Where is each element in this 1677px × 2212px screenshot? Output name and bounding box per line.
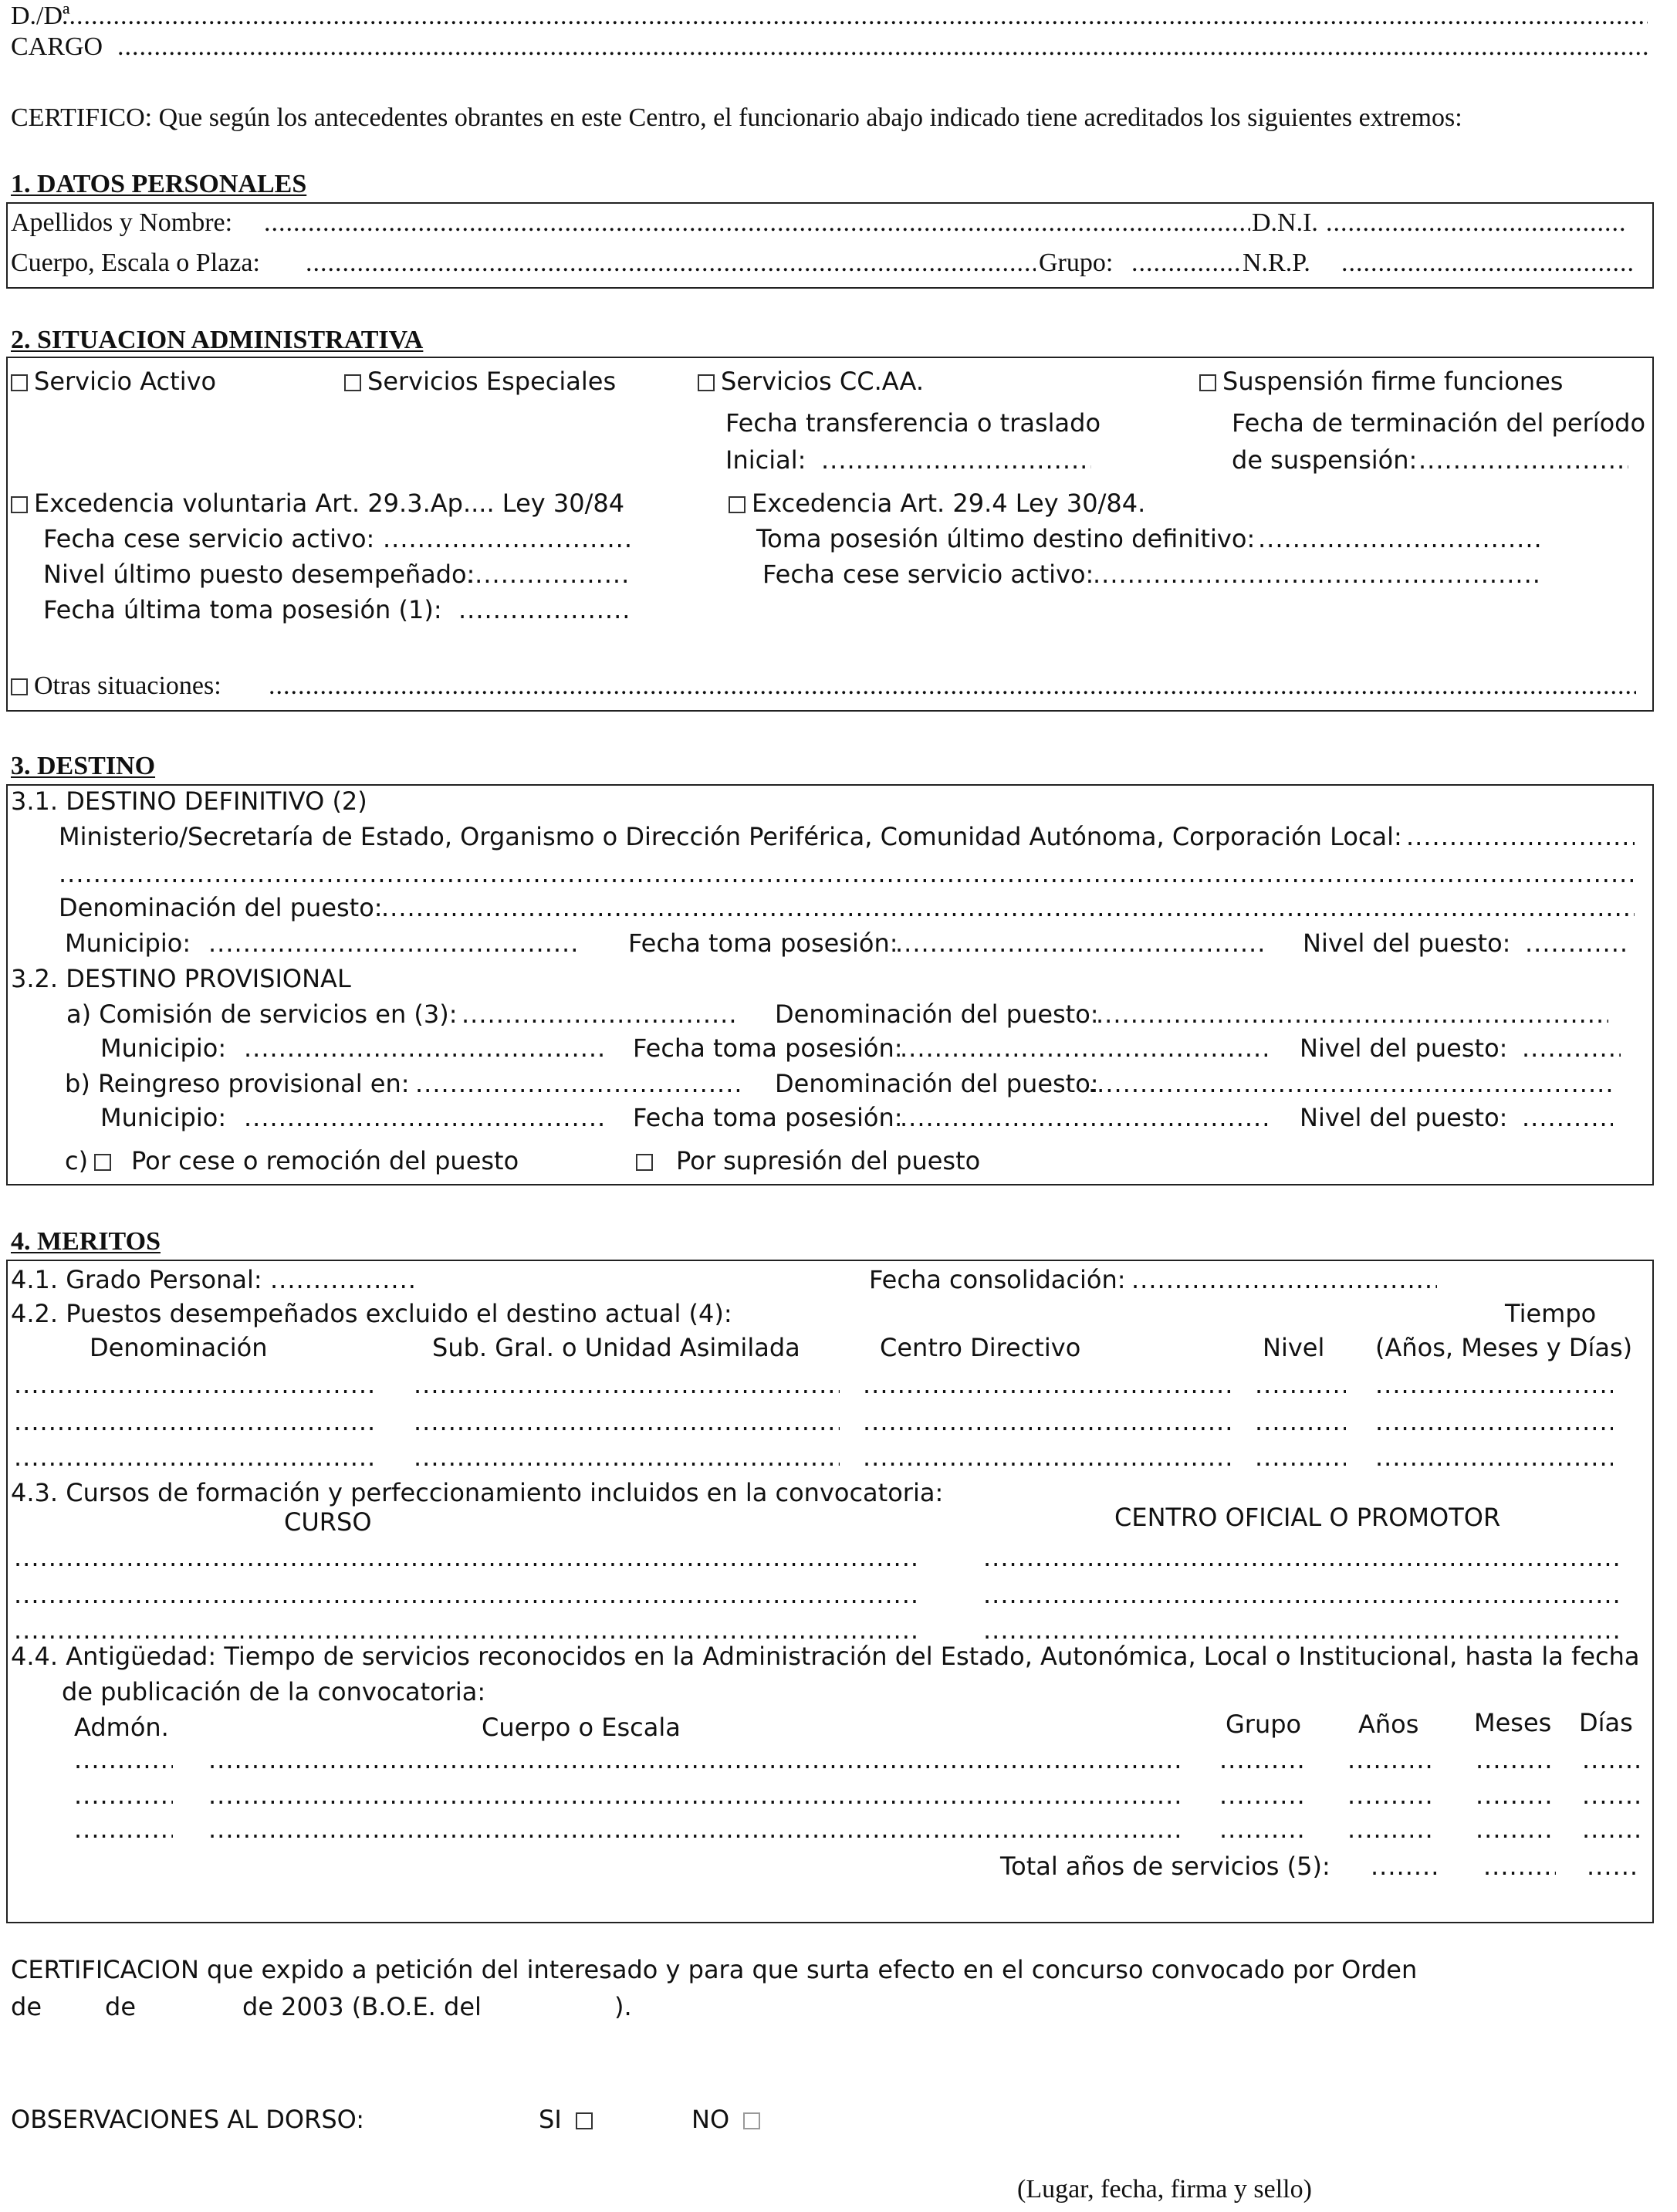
col-grupo: Grupo: [1226, 1710, 1302, 1739]
tiempo-header: Tiempo: [1505, 1299, 1597, 1328]
grado-label: 4.1. Grado Personal:: [11, 1265, 262, 1294]
puestos-row-2-tiempo[interactable]: [1375, 1409, 1613, 1434]
servicio-activo-option[interactable]: Servicio Activo: [11, 369, 216, 394]
ministerio-field-line-2[interactable]: [59, 861, 1635, 886]
municipio-label: Municipio:: [65, 928, 191, 958]
destino-provisional-heading: 3.2. DESTINO PROVISIONAL: [11, 964, 351, 993]
servicios-especiales-option[interactable]: Servicios Especiales: [344, 369, 616, 394]
otras-situaciones-checkbox[interactable]: [11, 678, 28, 695]
nivel-label: Nivel del puesto:: [1303, 928, 1511, 958]
dd-label: D./Dª: [11, 2, 70, 30]
fecha-cese-1-field[interactable]: [383, 526, 631, 551]
ministerio-field[interactable]: [1406, 824, 1635, 849]
col-cuerpo-escala: Cuerpo o Escala: [482, 1713, 681, 1742]
servicio-activo-checkbox[interactable]: [11, 374, 28, 391]
fecha-toma-field[interactable]: [895, 931, 1264, 955]
de-label-2: de: [105, 1992, 136, 2021]
destino-definitivo-heading: 3.1. DESTINO DEFINITIVO (2): [11, 786, 367, 816]
por-cese-option[interactable]: Por cese o remoción del puesto: [94, 1148, 519, 1173]
antiguedad-row-3-dias[interactable]: [1582, 1817, 1639, 1842]
reingreso-municipio-label: Municipio:: [100, 1103, 227, 1132]
reingreso-nivel-field[interactable]: [1522, 1105, 1613, 1130]
comision-fecha-toma-field[interactable]: [900, 1036, 1270, 1060]
col-nivel: Nivel: [1263, 1333, 1325, 1362]
antiguedad-row-3-anos[interactable]: [1347, 1817, 1435, 1842]
fecha-transferencia-label: Fecha transferencia o traslado: [725, 408, 1101, 438]
total-anos-field[interactable]: [1371, 1854, 1440, 1879]
grupo-field[interactable]: [1131, 250, 1239, 276]
antiguedad-row-2-grupo[interactable]: [1219, 1783, 1307, 1808]
fecha-terminacion-label: Fecha de terminación del período: [1232, 408, 1646, 438]
fecha-ultima-toma-field[interactable]: [458, 597, 631, 622]
cuerpo-label: Cuerpo, Escala o Plaza:: [11, 249, 260, 277]
nrp-field[interactable]: [1341, 250, 1636, 276]
comision-denominacion-label: Denominación del puesto:: [775, 999, 1099, 1029]
cursos-heading: 4.3. Cursos de formación y perfeccionamiento incluidos en la convocatoria:: [11, 1478, 944, 1507]
de-label-1: de: [11, 1992, 42, 2021]
puestos-row-2-denominacion[interactable]: [14, 1409, 375, 1434]
puestos-row-1-centro[interactable]: [863, 1372, 1232, 1397]
reingreso-denominacion-field[interactable]: [1088, 1071, 1616, 1096]
certificacion-text: CERTIFICACION que expido a petición del interesado y para que surta efecto en el concurso convocado por Orden: [11, 1955, 1418, 1984]
por-cese-checkbox[interactable]: [94, 1154, 111, 1171]
cursos-row-2-curso[interactable]: [14, 1582, 917, 1607]
antiguedad-row-2-dias[interactable]: [1582, 1783, 1639, 1808]
col-denominacion: Denominación: [90, 1333, 268, 1362]
excedencia-294-option[interactable]: Excedencia Art. 29.4 Ley 30/84.: [729, 491, 1145, 516]
toma-posesion-ultimo-field[interactable]: [1258, 526, 1540, 551]
antiguedad-row-2-cuerpo[interactable]: [208, 1783, 1182, 1808]
dni-field[interactable]: [1326, 210, 1627, 236]
cursos-row-2-centro[interactable]: [983, 1582, 1624, 1607]
excedencia-voluntaria-checkbox[interactable]: [11, 496, 28, 513]
comision-fecha-toma-label: Fecha toma posesión:: [633, 1033, 903, 1063]
antiguedad-row-3-admon[interactable]: [74, 1817, 173, 1842]
antiguedad-row-3-grupo[interactable]: [1219, 1817, 1307, 1842]
reingreso-fecha-toma-field[interactable]: [900, 1105, 1270, 1130]
ministerio-label: Ministerio/Secretaría de Estado, Organismo o Dirección Periférica, Comunidad Autónoma, Corporación Local:: [59, 822, 1402, 851]
boe-close: ).: [614, 1992, 632, 2021]
antiguedad-heading-line-2: de publicación de la convocatoria:: [62, 1677, 486, 1706]
fecha-cese-2-field[interactable]: [1093, 562, 1540, 587]
de-suspension-field[interactable]: [1418, 448, 1628, 472]
nivel-field[interactable]: [1525, 931, 1627, 955]
por-supresion-option[interactable]: Por supresión del puesto: [636, 1148, 980, 1173]
fecha-toma-label: Fecha toma posesión:: [628, 928, 898, 958]
puestos-row-3-centro[interactable]: [863, 1445, 1232, 1470]
suspension-checkbox[interactable]: [1199, 374, 1216, 391]
antiguedad-row-2-admon[interactable]: [74, 1783, 173, 1808]
de-suspension-label: de suspensión:: [1232, 445, 1418, 475]
si-option[interactable]: SI: [539, 2107, 599, 2132]
puestos-row-3-subgral[interactable]: [414, 1445, 840, 1470]
total-dias-field[interactable]: [1587, 1854, 1641, 1879]
col-subgral: Sub. Gral. o Unidad Asimilada: [432, 1333, 800, 1362]
inicial-field[interactable]: [821, 448, 1091, 472]
total-meses-field[interactable]: [1483, 1854, 1556, 1879]
antiguedad-row-1-admon[interactable]: [74, 1747, 173, 1772]
otras-situaciones-field[interactable]: [269, 673, 1636, 699]
puestos-row-3-tiempo[interactable]: [1375, 1445, 1613, 1470]
antiguedad-row-2-anos[interactable]: [1347, 1783, 1435, 1808]
grado-field[interactable]: [270, 1267, 417, 1292]
apellidos-label: Apellidos y Nombre:: [11, 208, 233, 237]
fecha-ultima-toma-label: Fecha última toma posesión (1):: [43, 595, 442, 624]
col-admon: Admón.: [74, 1713, 169, 1742]
col-curso: CURSO: [284, 1507, 372, 1537]
section-4-title: 4. MERITOS: [11, 1227, 161, 1256]
antiguedad-row-1-anos[interactable]: [1347, 1747, 1435, 1772]
reingreso-fecha-toma-label: Fecha toma posesión:: [633, 1103, 903, 1132]
no-checkbox[interactable]: [743, 2112, 760, 2129]
comision-nivel-label: Nivel del puesto:: [1300, 1033, 1508, 1063]
section-2-title: 2. SITUACION ADMINISTRATIVA: [11, 326, 424, 354]
comision-municipio-field[interactable]: [244, 1036, 604, 1060]
col-centro-oficial: CENTRO OFICIAL O PROMOTOR: [1114, 1503, 1501, 1532]
total-label: Total años de servicios (5):: [1000, 1852, 1330, 1881]
fecha-cese-2-label: Fecha cese servicio activo:: [762, 560, 1094, 589]
no-option[interactable]: NO: [691, 2107, 766, 2132]
reingreso-field[interactable]: [415, 1071, 739, 1096]
nivel-ultimo-field[interactable]: [466, 562, 631, 587]
col-meses: Meses: [1474, 1708, 1552, 1737]
nrp-label: N.R.P.: [1243, 249, 1310, 277]
comision-municipio-label: Municipio:: [100, 1033, 227, 1063]
cursos-row-3-curso[interactable]: [14, 1618, 917, 1642]
reingreso-denominacion-label: Denominación del puesto:: [775, 1069, 1099, 1098]
comision-nivel-field[interactable]: [1522, 1036, 1621, 1060]
observaciones-label: OBSERVACIONES AL DORSO:: [11, 2105, 365, 2134]
reingreso-nivel-label: Nivel del puesto:: [1300, 1103, 1508, 1132]
cuerpo-field[interactable]: [306, 250, 1036, 276]
servicios-ccaa-option[interactable]: Servicios CC.AA.: [698, 369, 924, 394]
certifico-text: CERTIFICO: Que según los antecedentes obrantes en este Centro, el funcionario abajo indicado tiene acreditados los siguientes extremos:: [11, 103, 1462, 132]
si-checkbox[interactable]: [576, 2112, 593, 2129]
excedencia-294-checkbox[interactable]: [729, 496, 746, 513]
servicios-especiales-checkbox[interactable]: [344, 374, 361, 391]
excedencia-voluntaria-option[interactable]: Excedencia voluntaria Art. 29.3.Ap.... Ley 30/84: [11, 491, 624, 516]
c-label: c): [65, 1146, 89, 1175]
cursos-row-3-centro[interactable]: [983, 1618, 1624, 1642]
cursos-row-1-centro[interactable]: [983, 1545, 1624, 1570]
puestos-row-1-nivel[interactable]: [1255, 1372, 1346, 1397]
denominacion-field[interactable]: [381, 895, 1635, 920]
puestos-row-3-nivel[interactable]: [1255, 1445, 1346, 1470]
suspension-option[interactable]: Suspensión firme funciones: [1199, 369, 1563, 394]
puestos-row-3-denominacion[interactable]: [14, 1445, 375, 1470]
section-1-title: 1. DATOS PERSONALES: [11, 170, 307, 198]
puestos-row-1-subgral[interactable]: [414, 1372, 840, 1397]
toma-posesion-ultimo-label: Toma posesión último destino definitivo:: [756, 524, 1256, 553]
nivel-ultimo-label: Nivel último puesto desempeñado:: [43, 560, 475, 589]
reingreso-municipio-field[interactable]: [244, 1105, 604, 1130]
fecha-consolidacion-field[interactable]: [1131, 1267, 1437, 1292]
lugar-fecha-firma: (Lugar, fecha, firma y sello): [1017, 2175, 1312, 2204]
antiguedad-row-3-cuerpo[interactable]: [208, 1817, 1182, 1842]
antiguedad-row-1-meses[interactable]: [1476, 1747, 1554, 1772]
apellidos-field[interactable]: [264, 210, 1250, 236]
puestos-row-1-tiempo[interactable]: [1375, 1372, 1613, 1397]
antiguedad-row-2-meses[interactable]: [1476, 1783, 1554, 1808]
section-3-title: 3. DESTINO: [11, 752, 156, 780]
servicios-ccaa-checkbox[interactable]: [698, 374, 715, 391]
comision-label: a) Comisión de servicios en (3):: [66, 999, 458, 1029]
cursos-row-1-curso[interactable]: [14, 1545, 917, 1570]
por-supresion-checkbox[interactable]: [636, 1154, 653, 1171]
dni-label: D.N.I.: [1252, 208, 1318, 237]
cargo-field[interactable]: [117, 34, 1649, 60]
puestos-row-2-centro[interactable]: [863, 1409, 1232, 1434]
antiguedad-row-1-grupo[interactable]: [1219, 1747, 1307, 1772]
puestos-heading: 4.2. Puestos desempeñados excluido el destino actual (4):: [11, 1299, 732, 1328]
reingreso-label: b) Reingreso provisional en:: [65, 1069, 410, 1098]
col-centro-directivo: Centro Directivo: [880, 1333, 1081, 1362]
fecha-cese-1-label: Fecha cese servicio activo:: [43, 524, 375, 553]
col-anos-meses-dias: (Años, Meses y Días): [1375, 1333, 1633, 1362]
boe-text: de 2003 (B.O.E. del: [242, 1992, 482, 2021]
antiguedad-row-3-meses[interactable]: [1476, 1817, 1554, 1842]
inicial-label: Inicial:: [725, 445, 806, 475]
antiguedad-row-1-cuerpo[interactable]: [208, 1747, 1182, 1772]
puestos-row-1-denominacion[interactable]: [14, 1372, 375, 1397]
col-anos: Años: [1358, 1710, 1419, 1739]
comision-denominacion-field[interactable]: [1096, 1002, 1608, 1027]
fecha-consolidacion-label: Fecha consolidación:: [869, 1265, 1126, 1294]
dd-field[interactable]: [62, 3, 1648, 29]
puestos-row-2-nivel[interactable]: [1255, 1409, 1346, 1434]
cargo-label: CARGO: [11, 32, 103, 61]
grupo-label: Grupo:: [1039, 249, 1114, 277]
antiguedad-row-1-dias[interactable]: [1582, 1747, 1639, 1772]
denominacion-label: Denominación del puesto:: [59, 893, 383, 922]
comision-field[interactable]: [462, 1002, 736, 1027]
otras-situaciones-option[interactable]: Otras situaciones:: [11, 673, 221, 699]
col-dias: Días: [1579, 1708, 1633, 1737]
antiguedad-heading-line-1: 4.4. Antigüedad: Tiempo de servicios reconocidos en la Administración del Estado, Autonómica, Local o Institucional, hasta la fecha: [11, 1642, 1640, 1671]
municipio-field[interactable]: [208, 931, 580, 955]
puestos-row-2-subgral[interactable]: [414, 1409, 840, 1434]
